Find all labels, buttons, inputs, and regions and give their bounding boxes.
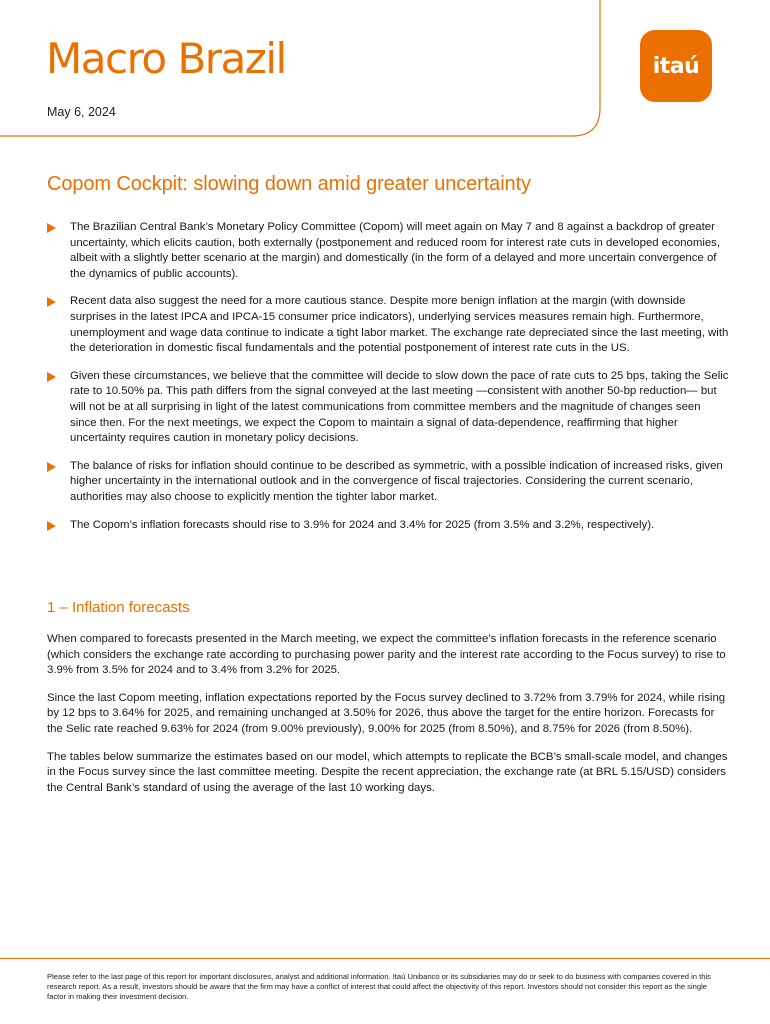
summary-bullet-text: The balance of risks for inflation should continue to be described as symmetric, with a possible indication of increased risks, given higher uncertainty in the international outlook and in the convergence of fiscal trajectories. Considering the current scenario, authorities may also choose to explicitly mention the tighter labor market. (70, 459, 723, 503)
triangle-bullet-icon (47, 372, 56, 382)
summary-bullet-list (47, 220, 729, 545)
summary-bullet-text: Given these circumstances, we believe that the committee will decide to slow down the pace of rate cuts to 25 bps, taking the Selic rate to 10.50% pa. This path differs from the signal conveyed at the last meeting —consistent with another 50-bp reduction— but will not be at all surprising in light of the latest communications from committee members and the magnitude of changes seen since then. For the next meetings, we expect the Copom to maintain a signal of data-dependence, reaffirming that higher uncertainty requires caution in monetary policy decisions. (70, 369, 729, 445)
body-paragraph: When compared to forecasts presented in the March meeting, we expect the committee’s inflation forecasts in the reference scenario (which considers the exchange rate according to purchasing power parity and the interest rate according to the Focus survey) to rise to 3.9% from 3.5% for 2024 and to 3.4% from 3.2% for 2025. (47, 633, 726, 677)
body-paragraph: Since the last Copom meeting, inflation expectations reported by the Focus survey declined to 3.72% from 3.79% for 2024, while rising by 12 bps to 3.64% for 2025, and remaining unchanged at 3.50% for 2026, thus above the target for the entire horizon. Forecasts for the Selic rate reached 9.63% for 2024 (from 9.00% previously), 9.00% for 2025 (from 8.50%), and 8.75% for 2026 (from 8.50%). (47, 691, 726, 735)
report-date: May 6, 2024 (47, 105, 116, 119)
triangle-bullet-icon (47, 297, 56, 307)
logo-text: itaú (652, 53, 700, 79)
summary-bullet (47, 294, 729, 356)
summary-bullet-text: The Copom’s inflation forecasts should rise to 3.9% for 2024 and 3.4% for 2025 (from 3.5% and 3.2%, respectively). (70, 518, 655, 531)
summary-bullet-text: The Brazilian Central Bank’s Monetary Policy Committee (Copom) will meet again on May 7 and 8 against a backdrop of greater uncertainty, which elicits caution, both externally (postponement and reduced room for interest rate cuts in developed economies, albeit with a slightly better scenario at the margin) and domestically (in the form of a delayed and more uncertain convergence of the dynamics of public accounts). (70, 221, 721, 280)
section-heading-inflation-forecasts: 1 – Inflation forecasts (47, 599, 190, 616)
triangle-bullet-icon (47, 223, 56, 233)
footer-divider (0, 958, 770, 959)
publication-title: Macro Brazil (46, 34, 286, 83)
summary-bullet-text: Recent data also suggest the need for a more cautious stance. Despite more benign inflation at the margin (with downside surprises in the latest IPCA and IPCA-15 consumer price indicators), underlying services measures remain high. Furthermore, unemployment and wage data continue to indicate a tight labor market. The exchange rate depreciated since the last meeting, with the deterioration in domestic fiscal fundamentals and the potential postponement of interest rate cuts in the US. (70, 295, 729, 355)
footer-disclaimer: Please refer to the last page of this report for important disclosures, analyst and additional information. Itaú Unibanco or its subsidiaries may do or seek to do business with companies covered in this research report. As a result, investors should be aware that the firm may have a conflict of interest that could affect the objectivity of this report. Investors should not consider this report as the single factor in making their investment decision. (47, 972, 711, 1002)
body-paragraph: The tables below summarize the estimates based on our model, which attempts to replicate the BCB’s small-scale model, and changes in the Focus survey since the last committee meeting. Despite the recent appreciation, the exchange rate (at BRL 5.15/USD) considers the Central Bank’s standard of using the average of the last 10 working days. (47, 750, 728, 794)
summary-bullet (47, 220, 729, 282)
summary-bullet (47, 459, 729, 506)
summary-bullet (47, 518, 729, 534)
report-title: Copom Cockpit: slowing down amid greater uncertainty (47, 173, 531, 195)
summary-bullet (47, 369, 729, 447)
itau-logo (640, 30, 712, 102)
triangle-bullet-icon (47, 521, 56, 531)
section-body (47, 632, 729, 808)
triangle-bullet-icon (47, 462, 56, 472)
